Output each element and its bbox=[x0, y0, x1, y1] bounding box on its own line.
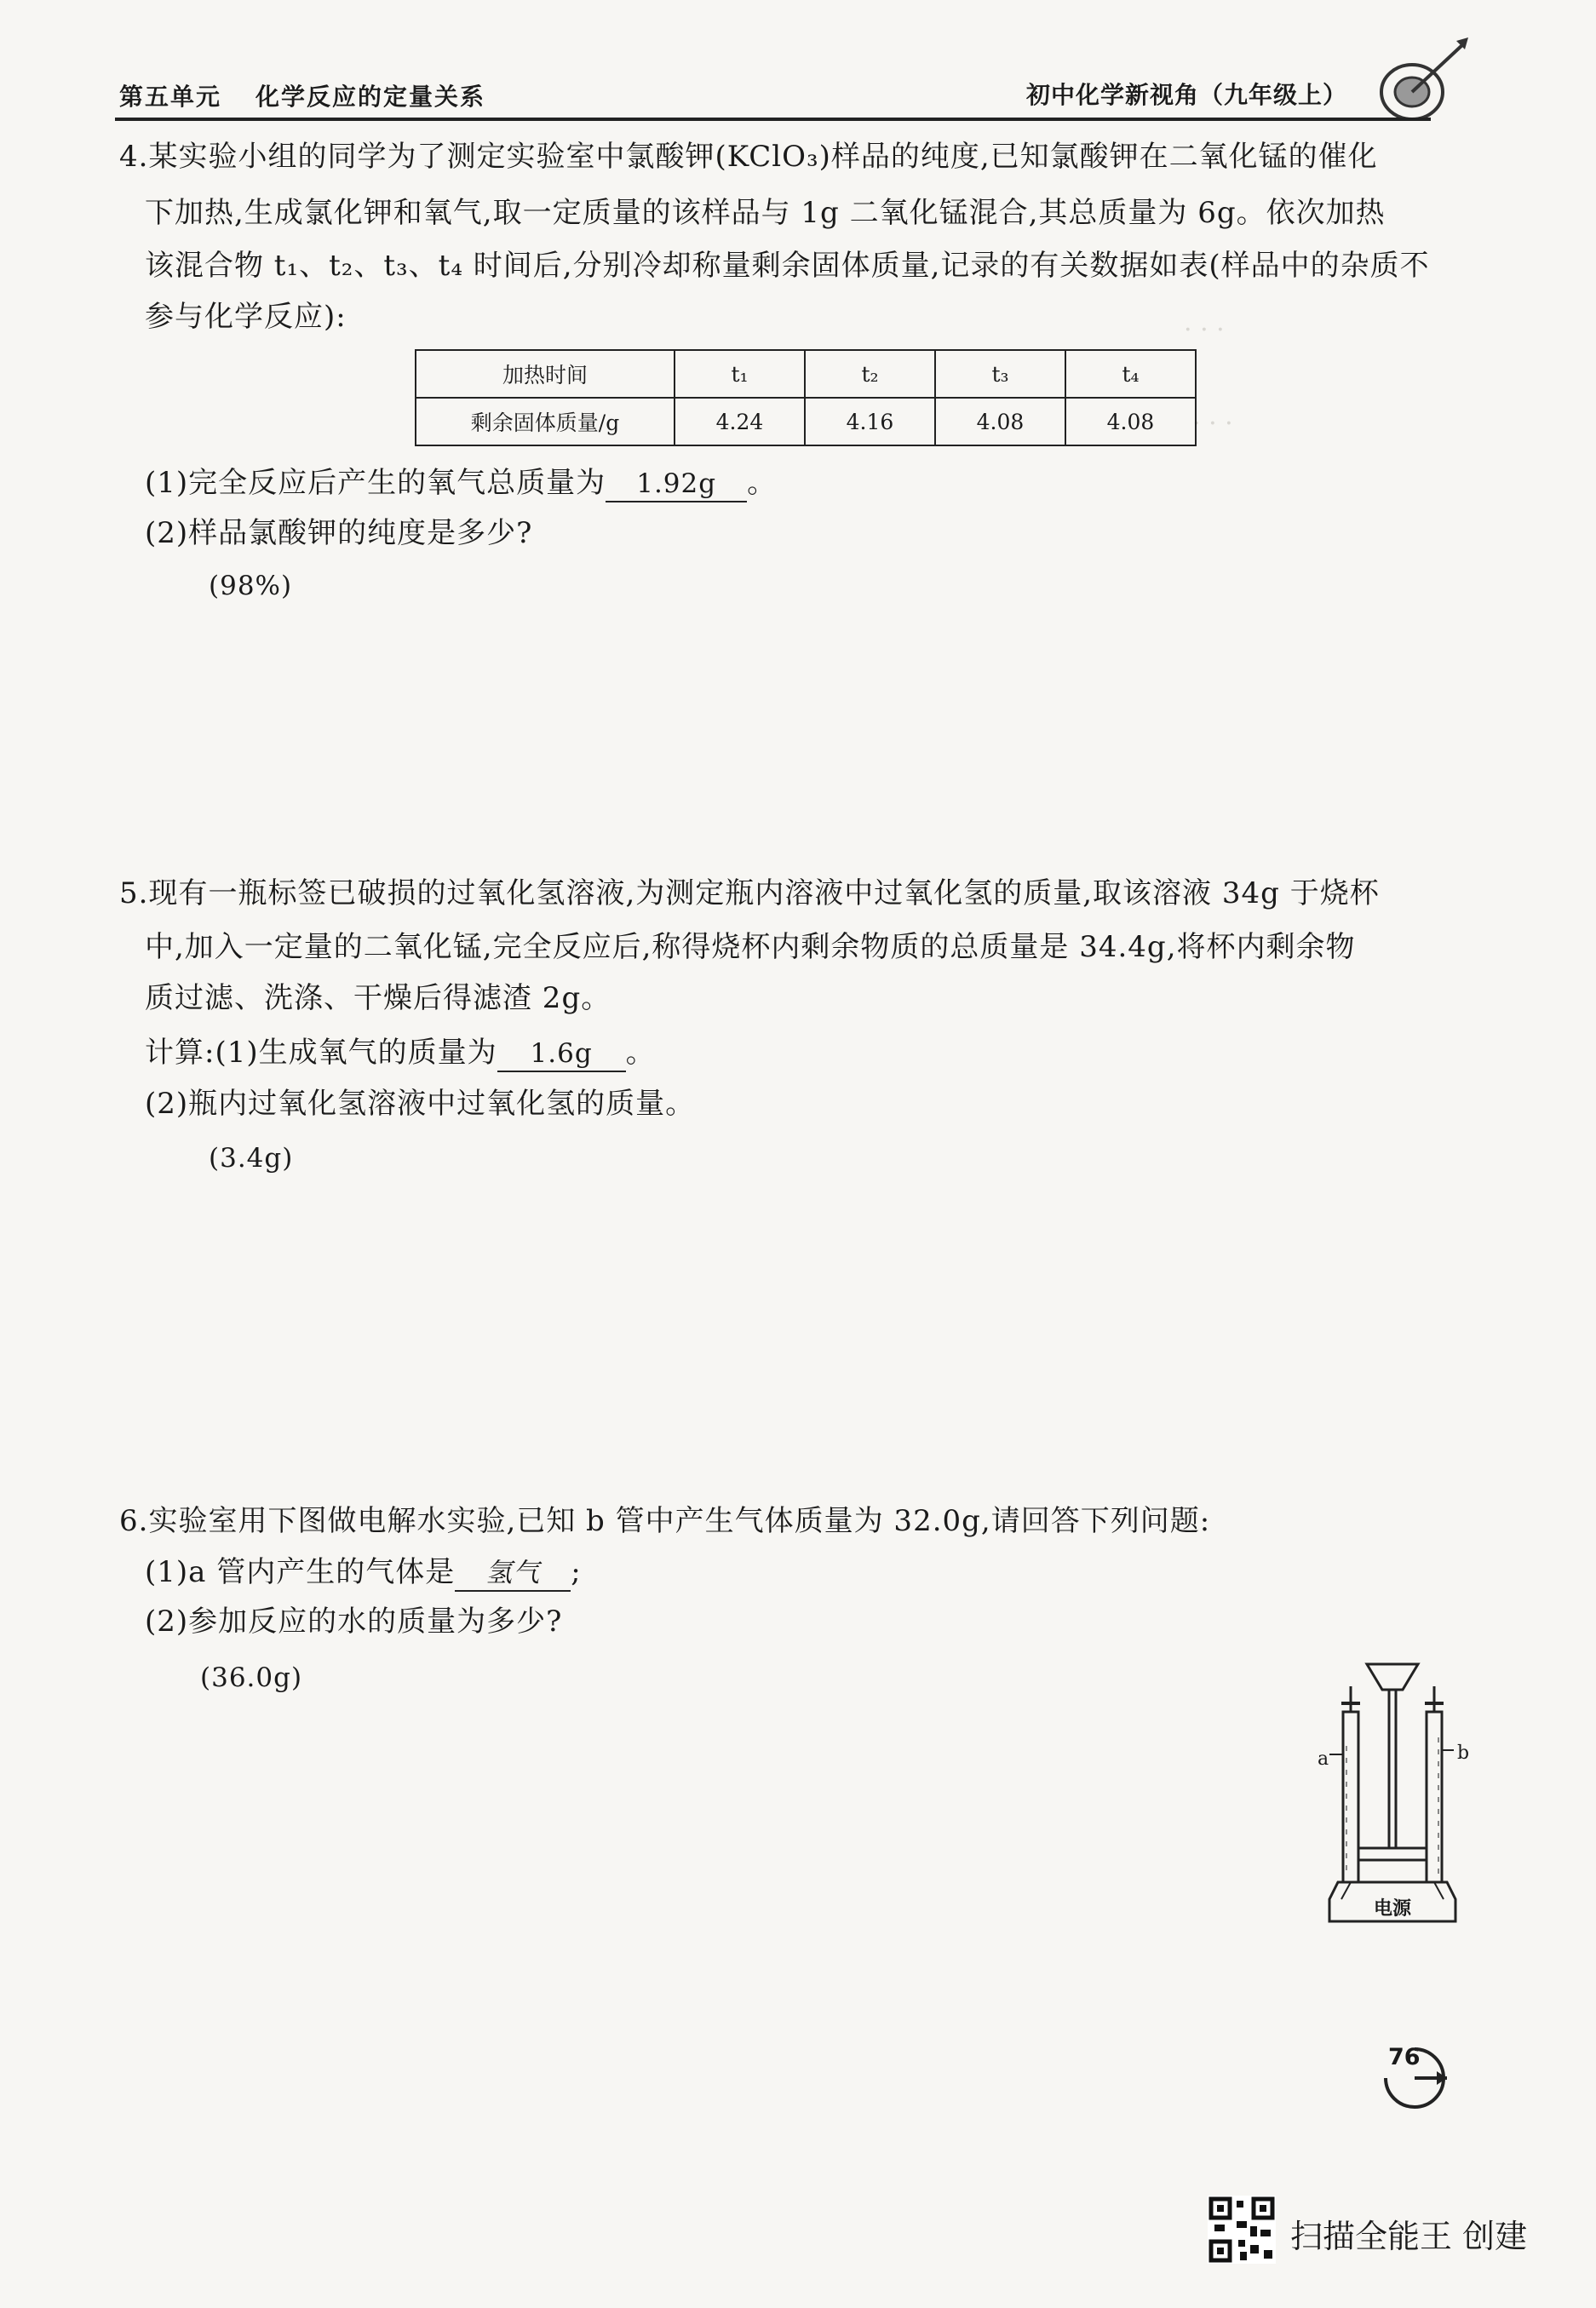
q4-line-2: 下加热,生成氯化钾和氧气,取一定质量的该样品与 1g 二氧化锰混合,其总质量为 6g。依次加热 bbox=[145, 196, 1386, 230]
table-cell: t₄ bbox=[1065, 350, 1196, 398]
header-rule bbox=[115, 118, 1431, 121]
table-cell: 4.08 bbox=[935, 398, 1065, 445]
q4-part-1 bbox=[145, 456, 777, 510]
q6-part-1-suffix: ; bbox=[571, 1555, 582, 1589]
qr-code-icon bbox=[1208, 2196, 1276, 2264]
tube-b bbox=[1427, 1712, 1442, 1882]
page-number: 76 bbox=[1388, 2044, 1421, 2070]
table-cell: 4.08 bbox=[1065, 398, 1196, 445]
table-header-cell: 剩余固体质量/g bbox=[416, 398, 675, 445]
q5-part-1-prompt: 计算:(1)生成氧气的质量为 bbox=[145, 1036, 497, 1070]
table-cell: t₁ bbox=[675, 350, 805, 398]
scanner-watermark: 扫描全能王 创建 bbox=[1290, 2218, 1528, 2255]
table-row bbox=[416, 350, 1196, 398]
page-number-arrow-icon bbox=[1375, 2035, 1452, 2112]
q5-line-1: 5.现有一瓶标签已破损的过氧化氢溶液,为测定瓶内溶液中过氧化氢的质量,取该溶液 34g 于烧杯 bbox=[119, 876, 1380, 910]
header-unit: 第五单元 bbox=[119, 83, 222, 111]
q4-part-1-prompt: (1)完全反应后产生的氧气总质量为 bbox=[145, 466, 606, 500]
q4-part-2: (2)样品氯酸钾的纯度是多少? bbox=[145, 516, 533, 550]
table-cell: t₃ bbox=[935, 350, 1065, 398]
q6-part-2-answer: (36.0g) bbox=[200, 1662, 303, 1693]
q6-part-1-answer: 氢气 bbox=[455, 1556, 571, 1592]
bleed-through-text: · · · bbox=[1184, 315, 1225, 345]
header-chapter-title: 化学反应的定量关系 bbox=[255, 83, 486, 111]
q4-line-3: 该混合物 t₁、t₂、t₃、t₄ 时间后,分别冷却称量剩余固体质量,记录的有关数据如表(样品中的杂质不 bbox=[145, 249, 1430, 283]
table-header-cell: 加热时间 bbox=[416, 350, 675, 398]
header-target-logo bbox=[1363, 34, 1473, 128]
q5-line-3: 质过滤、洗涤、干燥后得滤渣 2g。 bbox=[145, 981, 611, 1015]
q5-part-1-suffix: 。 bbox=[625, 1036, 656, 1070]
table-cell: 4.24 bbox=[675, 398, 805, 445]
header-book-title: 初中化学新视角（九年级上） bbox=[1026, 81, 1348, 109]
q6-line-1: 6.实验室用下图做电解水实验,已知 b 管中产生气体质量为 32.0g,请回答下列问题: bbox=[119, 1504, 1211, 1538]
q5-part-2-answer: (3.4g) bbox=[209, 1143, 294, 1174]
q5-part-2: (2)瓶内过氧化氢溶液中过氧化氢的质量。 bbox=[145, 1087, 696, 1121]
electrolysis-diagram bbox=[1307, 1652, 1478, 1933]
q4-part-1-answer: 1.92g bbox=[606, 467, 747, 502]
power-label: 电源 bbox=[1373, 1898, 1412, 1920]
tube-a bbox=[1343, 1712, 1358, 1882]
bleed-through-text: · · · bbox=[1192, 409, 1233, 439]
q6-part-1-prompt: (1)a 管内产生的气体是 bbox=[145, 1555, 456, 1589]
q5-part-1-answer: 1.6g bbox=[497, 1036, 626, 1072]
q5-line-2: 中,加入一定量的二氧化锰,完全反应后,称得烧杯内剩余物质的总质量是 34.4g,将杯内剩余物 bbox=[145, 930, 1356, 964]
q5-part-1 bbox=[145, 1025, 656, 1080]
q4-part-2-answer: (98%) bbox=[209, 571, 293, 601]
q4-line-4: 参与化学反应): bbox=[145, 300, 347, 334]
q4-line-1: 4.某实验小组的同学为了测定实验室中氯酸钾(KClO₃)样品的纯度,已知氯酸钾在二氧化锰的催化 bbox=[119, 140, 1378, 174]
label-a: a bbox=[1318, 1748, 1329, 1770]
q6-part-2: (2)参加反应的水的质量为多少? bbox=[145, 1605, 563, 1639]
table-row bbox=[416, 398, 1196, 445]
label-b: b bbox=[1457, 1742, 1470, 1764]
table-cell: 4.16 bbox=[805, 398, 935, 445]
funnel-icon bbox=[1367, 1664, 1418, 1690]
q4-part-1-suffix: 。 bbox=[747, 466, 778, 500]
table-cell: t₂ bbox=[805, 350, 935, 398]
q6-part-1 bbox=[145, 1545, 582, 1599]
q4-data-table bbox=[415, 349, 1197, 446]
